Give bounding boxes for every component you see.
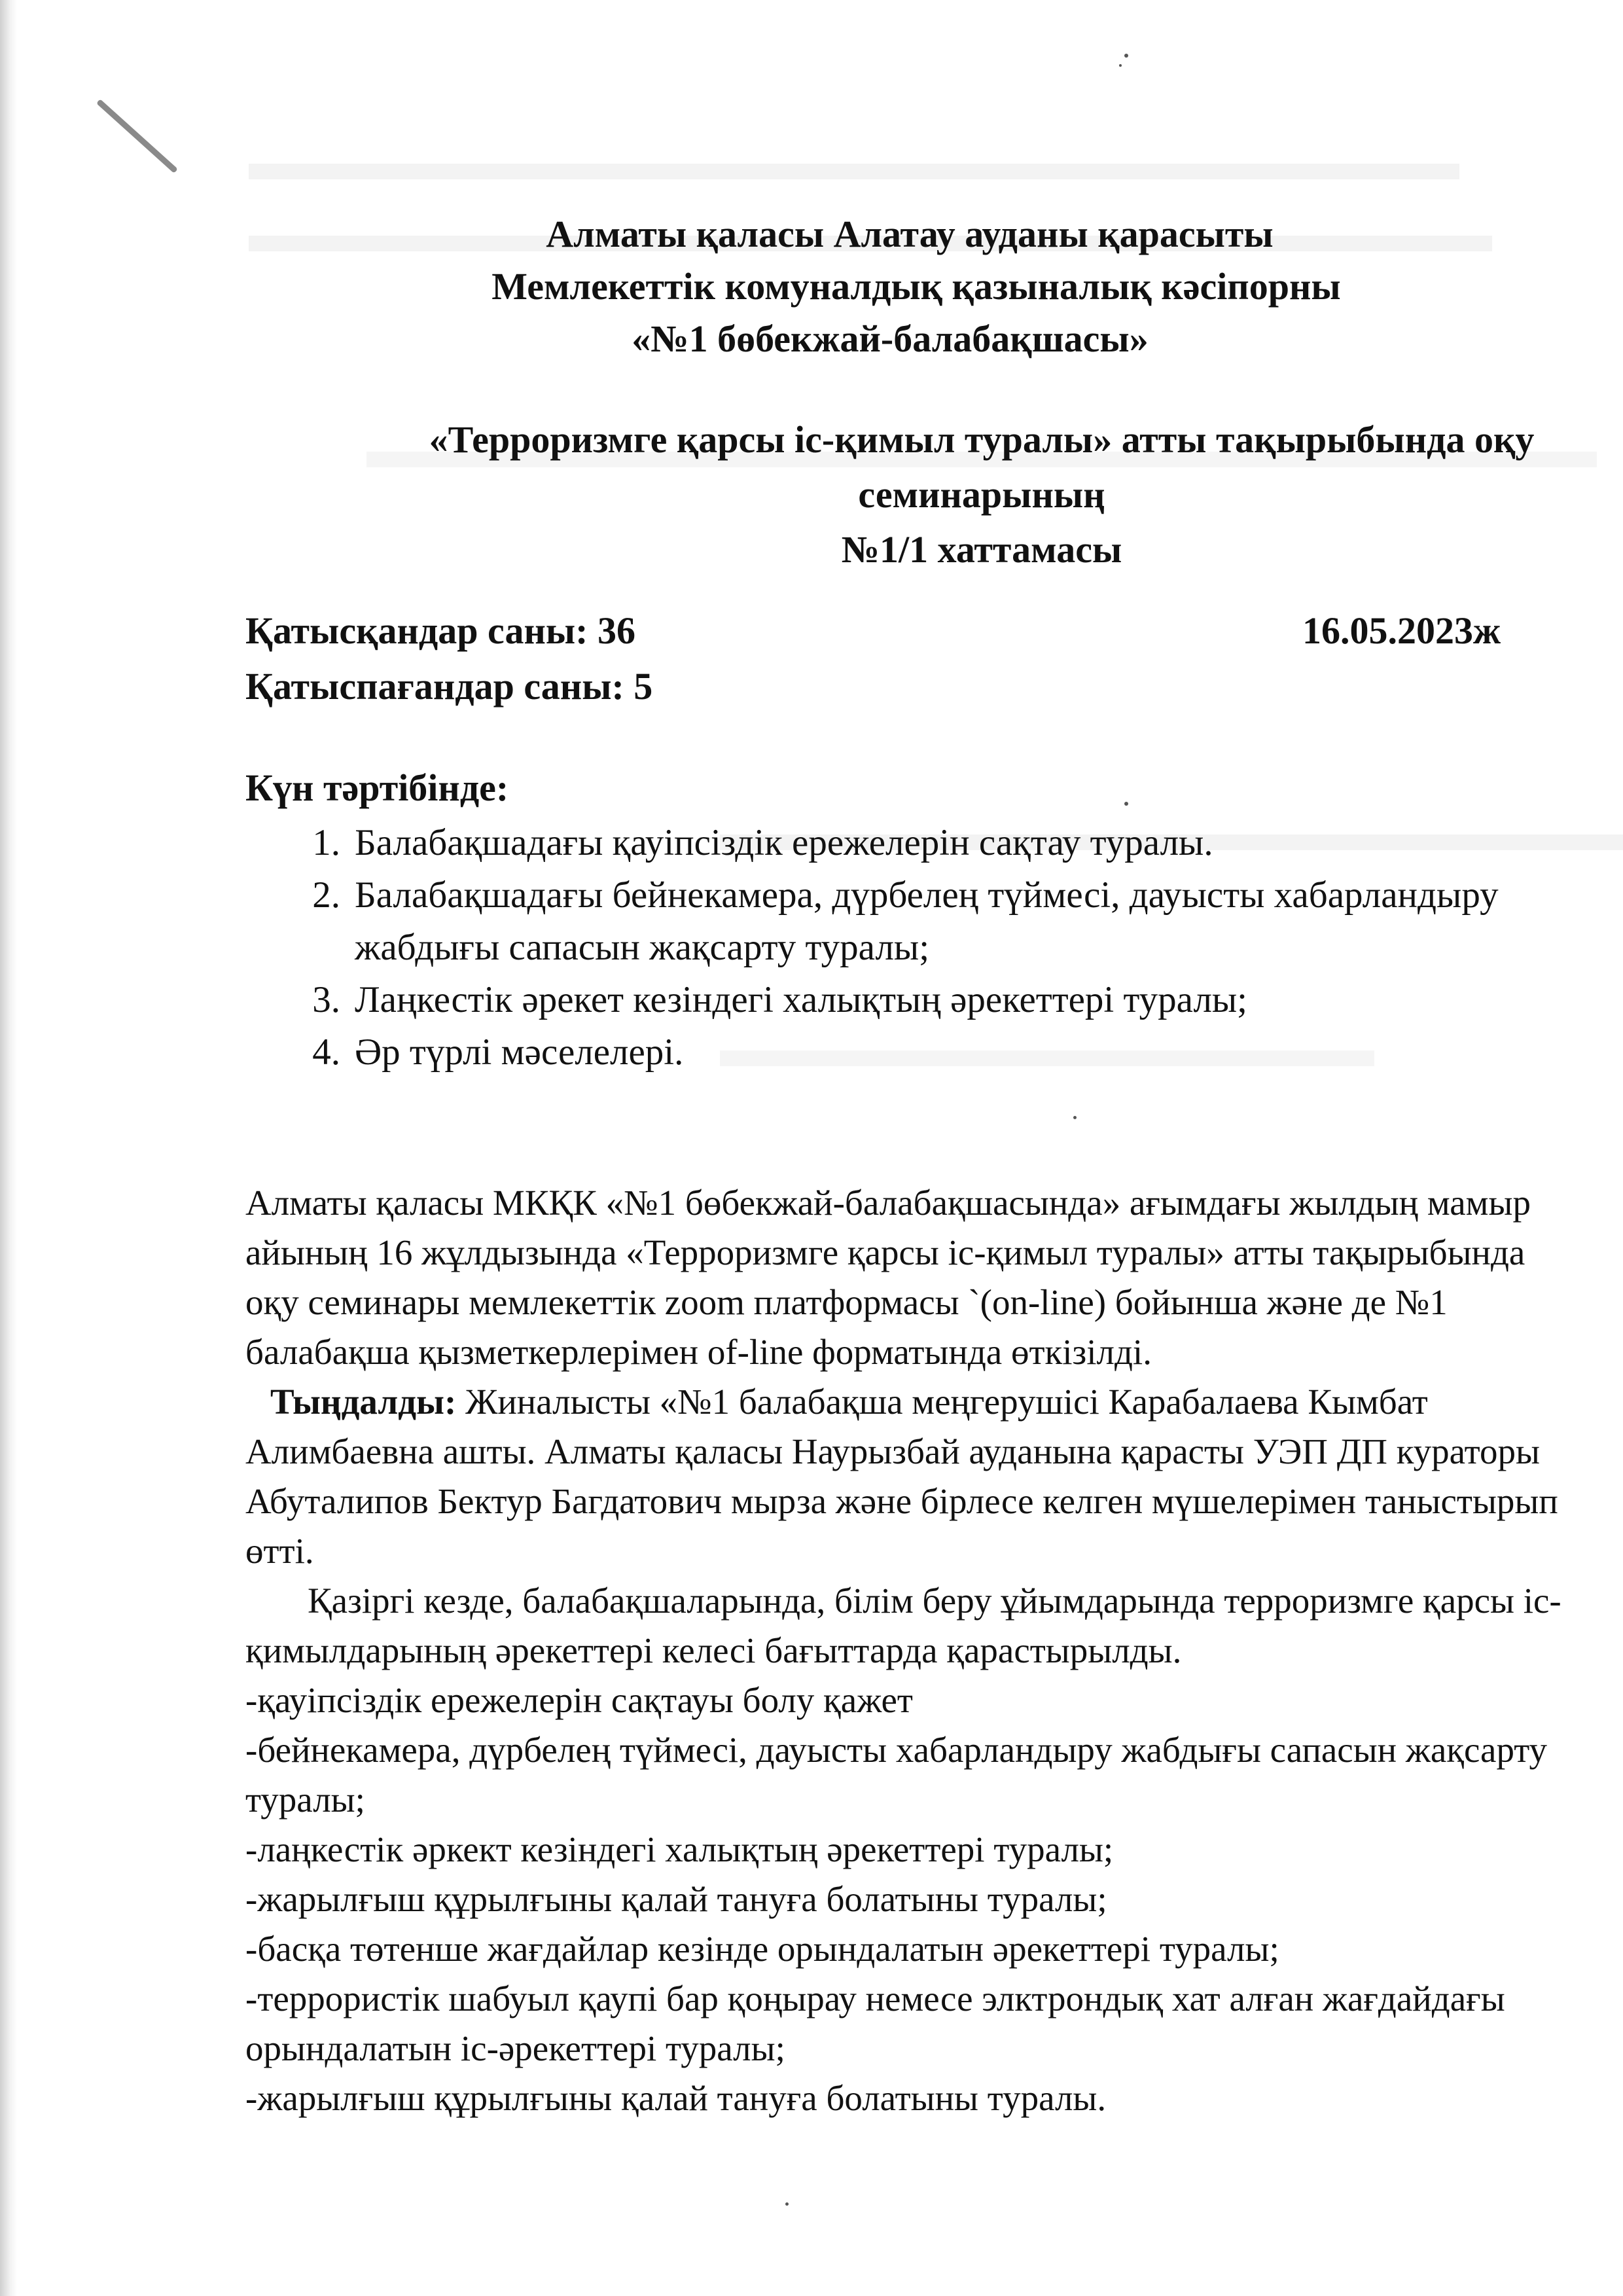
heard-label: Тыңдалды:: [270, 1382, 457, 1422]
heard-text: Жиналысты «№1 балабақша меңгерушісі Карабалаева Кымбат Алимбаевна ашты. Алматы қаласы Наурызбай ауданына қарасты УЭП ДП кураторы Абуталипов Бектур Багдатович мырза және бірлесе келген мүшелерімен таныстырып өтті.: [245, 1382, 1558, 1571]
header-line-1: Алматы қаласы Алатау ауданы қарасыты: [546, 213, 1274, 255]
speck: [1073, 1116, 1077, 1119]
bullet-line: -лаңкестік әркект кезіндегі халықтың әрекеттері туралы;: [245, 1829, 1114, 1869]
agenda-item: 1. Балабақшадағы қауіпсіздік ережелерін сақтау туралы.: [312, 822, 1213, 863]
document-title: [366, 412, 1597, 577]
speck: [1119, 64, 1122, 67]
speck: [1124, 54, 1128, 58]
agenda-item: 2. Балабақшадағы бейнекамера, дүрбелең түймесі, дауысты хабарландыру жабдығы сапасын жақсарту туралы;: [312, 874, 1499, 968]
title-line-1: «Терроризмге қарсы іс-қимыл туралы» атты тақырыбында оқу: [429, 418, 1535, 461]
speck: [785, 2202, 789, 2206]
bullet-line: -қауіпсіздік ережелерін сақтауы болу қажет: [245, 1680, 913, 1720]
header-line-3: «№1 бөбекжай-балабақшасы»: [632, 317, 1149, 360]
bullet-line: -террористік шабуыл қаупі бар қоңырау немесе элктрондық хат алған жағдайдағы орындалатын іс-әрекеттері туралы;: [245, 1979, 1505, 2068]
agenda-item: 3. Лаңкестік әрекет кезіндегі халықтың әрекеттері туралы;: [312, 979, 1248, 1020]
bullet-line: -басқа төтенше жағдайлар кезінде орындалатын әрекеттері туралы;: [245, 1929, 1279, 1969]
agenda-list: [275, 817, 1558, 1079]
staple-mark: [96, 99, 178, 173]
header-line-2: Мемлекеттік комуналдық қазыналық кәсіпорны: [491, 265, 1341, 308]
current-paragraph: Қазіргі кезде, балабақшаларында, білім беру ұйымдарында терроризмге қарсы іс-қимылдарының әрекеттері келесі бағыттарда қарастырылды.: [245, 1581, 1561, 1670]
bullet-line: -бейнекамера, дүрбелең түймесі, дауысты хабарландыру жабдығы сапасын жақсарту туралы;: [245, 1730, 1548, 1820]
intro-paragraph: Алматы қаласы МКҚК «№1 бөбекжай-балабақшасында» ағымдағы жылдың мамыр айының 16 жұлдызында «Терроризмге қарсы іс-қимыл туралы» атты тақырыбында оқу семинары мемлекеттік zoom платформасы `(on-line) бойынша және де №1 балабақша қызметкерлерімен of-line форматында өткізілді.: [245, 1183, 1531, 1372]
protocol-body: [245, 1178, 1587, 2123]
title-line-2: семинарының: [858, 473, 1105, 516]
heard-paragraph: [245, 1377, 1587, 1576]
protocol-date: 16.05.2023ж: [1302, 609, 1501, 652]
speck: [1124, 802, 1128, 806]
organization-header: [0, 208, 1623, 365]
bleed-through-line: [249, 164, 1459, 179]
bullet-line: -жарылғыш құрылғыны қалай тануға болатыны туралы.: [245, 2078, 1107, 2118]
attendance-absent: Қатыспағандар саны: 5: [245, 665, 653, 708]
title-line-3: №1/1 хаттамасы: [841, 528, 1122, 571]
bullet-line: -жарылғыш құрылғыны қалай тануға болатыны туралы;: [245, 1879, 1107, 1919]
agenda-heading: Күн тәртібінде:: [245, 766, 509, 809]
agenda-item: 4. Әр түрлі мәселелері.: [312, 1031, 684, 1073]
attendance-present: Қатысқандар саны: 36: [245, 609, 635, 652]
